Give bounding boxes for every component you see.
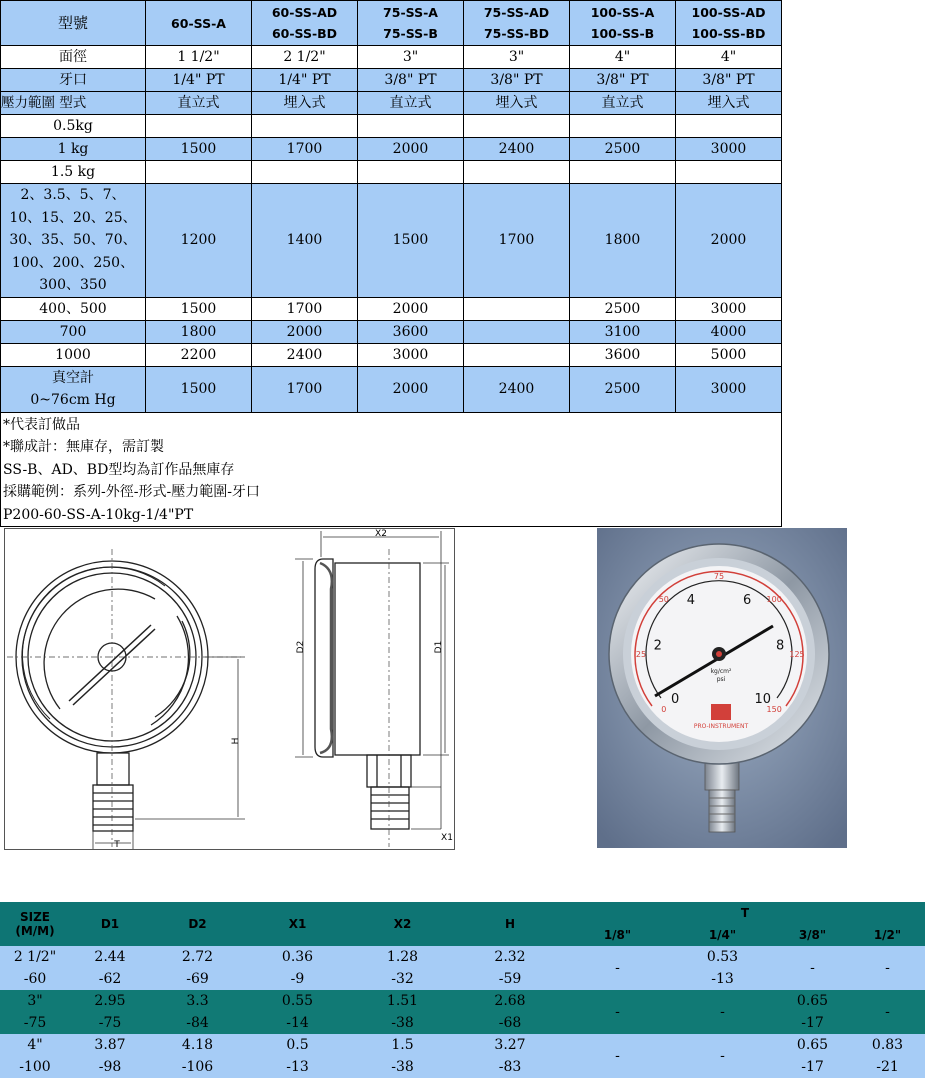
t-header: T — [565, 902, 925, 924]
spec-cell: 1700 — [252, 138, 358, 161]
h-cell: 2.32 — [455, 946, 565, 968]
dim-h-label: H — [231, 737, 241, 745]
t-cell: - — [670, 990, 775, 1034]
t-cell: -17 — [775, 1012, 850, 1034]
d2-cell: -69 — [150, 968, 245, 990]
spec-cell: 1500 — [146, 138, 252, 161]
h-cell: -59 — [455, 968, 565, 990]
spec-row — [1, 297, 782, 320]
spec-row-label: 牙口 — [1, 69, 146, 92]
spec-row-label: 1 kg — [1, 138, 146, 161]
d2-cell: -106 — [150, 1056, 245, 1078]
x1-header: X1 — [245, 902, 350, 946]
spec-cell: 2 1/2" — [252, 46, 358, 69]
cell-line: 10、15、20、25、 — [9, 209, 137, 226]
spec-cell: 2400 — [464, 138, 570, 161]
cell-line: SIZE — [19, 910, 50, 924]
cell-line: 100-SS-AD — [691, 5, 766, 20]
d2-cell: 2.72 — [150, 946, 245, 968]
spec-cell: 1/4" PT — [252, 69, 358, 92]
cell-line: 75-SS-A — [383, 5, 438, 20]
spec-cell — [570, 161, 676, 184]
cell-line: P200-60-SS-A-10kg-1/4"PT — [3, 506, 194, 523]
t-col-header: 3/8" — [775, 924, 850, 946]
spec-cell: 1500 — [358, 184, 464, 298]
t-cell: 0.83 — [850, 1034, 925, 1056]
spec-row-label — [1, 366, 146, 412]
inner-scale-label: 0 — [671, 691, 680, 707]
spec-row — [1, 161, 782, 184]
outer-scale-label: 75 — [713, 572, 725, 581]
t-cell: - — [775, 946, 850, 990]
t-cell: - — [670, 1034, 775, 1078]
model-header — [676, 1, 782, 46]
outer-scale-label: 0 — [661, 705, 667, 715]
spec-cell: 1/4" PT — [146, 69, 252, 92]
spec-cell: 1200 — [146, 184, 252, 298]
dims-row — [0, 1034, 925, 1056]
t-cell: -13 — [670, 968, 775, 990]
model-header — [358, 1, 464, 46]
spec-cell: 2000 — [676, 184, 782, 298]
d1-cell: 2.44 — [70, 946, 150, 968]
spec-cell: 3/8" PT — [464, 69, 570, 92]
model-header — [570, 1, 676, 46]
t-cell: 0.53 — [670, 946, 775, 968]
cell-line: 75-SS-BD — [483, 26, 550, 41]
d1-cell: -75 — [70, 1012, 150, 1034]
unit-top: kg/cm² — [710, 668, 732, 675]
spec-cell: 4" — [676, 46, 782, 69]
spec-cell: 1400 — [252, 184, 358, 298]
spec-cell: 3/8" PT — [676, 69, 782, 92]
t-cell: - — [565, 1034, 670, 1078]
dimension-table — [0, 902, 925, 1078]
cell-line: *代表訂做品 — [3, 416, 80, 433]
spec-cell: 1700 — [252, 297, 358, 320]
spec-cell: 1700 — [252, 366, 358, 412]
spec-row — [1, 69, 782, 92]
spec-row-label — [1, 184, 146, 298]
x1-cell: 0.55 — [245, 990, 350, 1012]
spec-cell: 1500 — [146, 297, 252, 320]
h-cell: 2.68 — [455, 990, 565, 1012]
spec-row-label: 700 — [1, 320, 146, 343]
x1-cell: -9 — [245, 968, 350, 990]
spec-cell: 埋入式 — [464, 92, 570, 115]
brand-text: PRO-INSTRUMENT — [693, 723, 749, 730]
spec-row — [1, 320, 782, 343]
spec-row-label: 壓力範圍 型式 — [1, 92, 146, 115]
spec-header-row — [1, 1, 782, 46]
dim-x2-label: X2 — [375, 529, 387, 539]
outer-scale-label: 50 — [658, 594, 669, 604]
dim-t-label: T — [114, 840, 120, 849]
d2-header: D2 — [150, 902, 245, 946]
cell-line: SS-B、AD、BD型均為訂作品無庫存 — [3, 461, 235, 478]
spec-cell: 直立式 — [570, 92, 676, 115]
spec-row-label: 1.5 kg — [1, 161, 146, 184]
spec-cell — [252, 161, 358, 184]
spec-row — [1, 115, 782, 138]
cell-line: 60-SS-A — [171, 15, 226, 31]
t-cell: -17 — [775, 1056, 850, 1078]
d1-cell: 2.95 — [70, 990, 150, 1012]
size-cell: 2 1/2" — [0, 946, 70, 968]
inner-scale-label: 10 — [754, 691, 772, 707]
d2-cell: 3.3 — [150, 990, 245, 1012]
cell-line: 100-SS-A — [590, 5, 655, 20]
d1-cell: -98 — [70, 1056, 150, 1078]
size-cell: -75 — [0, 1012, 70, 1034]
inner-scale-label: 6 — [742, 592, 752, 608]
cell-line: 100-SS-BD — [691, 26, 766, 41]
h-header: H — [455, 902, 565, 946]
outer-scale-label: 25 — [635, 650, 647, 659]
spec-cell — [676, 115, 782, 138]
spec-cell: 3000 — [676, 297, 782, 320]
dims-row — [0, 990, 925, 1012]
spec-cell — [570, 115, 676, 138]
x2-cell: 1.28 — [350, 946, 455, 968]
spec-cell: 3000 — [676, 366, 782, 412]
dim-d2-label: D2 — [296, 640, 306, 654]
size-cell: -100 — [0, 1056, 70, 1078]
spec-row — [1, 92, 782, 115]
brand-logo — [711, 704, 731, 720]
x2-cell: 1.51 — [350, 990, 455, 1012]
gauge-dimension-svg — [5, 529, 454, 849]
t-cell: 0.65 — [775, 1034, 850, 1056]
spec-cell: 3/8" PT — [570, 69, 676, 92]
spec-row — [1, 366, 782, 412]
x2-header: X2 — [350, 902, 455, 946]
notes-row — [1, 412, 782, 527]
spec-cell: 3000 — [676, 138, 782, 161]
spec-cell: 2500 — [570, 138, 676, 161]
cell-line: 60-SS-BD — [271, 26, 338, 41]
spec-row — [1, 343, 782, 366]
d1-cell: 3.87 — [70, 1034, 150, 1056]
spec-row-label: 0.5kg — [1, 115, 146, 138]
outer-scale-label: 150 — [766, 705, 782, 715]
x1-cell: -14 — [245, 1012, 350, 1034]
cell-line: 300、350 — [39, 277, 107, 293]
cell-line: 真空計 — [52, 369, 94, 386]
spec-cell: 5000 — [676, 343, 782, 366]
x2-cell: 1.5 — [350, 1034, 455, 1056]
cell-line: *聯成計：無庫存，需訂製 — [3, 439, 164, 455]
dimension-drawing — [4, 528, 455, 850]
model-label: 型號 — [1, 1, 146, 46]
size-header — [0, 902, 70, 946]
spec-cell — [464, 297, 570, 320]
dims-row — [0, 1056, 925, 1078]
spec-row — [1, 46, 782, 69]
t-cell: - — [850, 990, 925, 1034]
gauge-photo — [597, 528, 847, 848]
h-cell: -83 — [455, 1056, 565, 1078]
inner-scale-label: 4 — [686, 592, 696, 608]
t-cell: -21 — [850, 1056, 925, 1078]
t-cell: - — [850, 946, 925, 990]
cell-line: 0~76cm Hg — [30, 392, 116, 408]
t-cell: 0.65 — [775, 990, 850, 1012]
h-cell: 3.27 — [455, 1034, 565, 1056]
notes-cell — [1, 412, 782, 527]
spec-cell: 2200 — [146, 343, 252, 366]
spec-cell — [464, 343, 570, 366]
spec-cell: 埋入式 — [676, 92, 782, 115]
spec-cell — [464, 320, 570, 343]
size-cell: -60 — [0, 968, 70, 990]
spec-cell: 2000 — [358, 138, 464, 161]
spec-cell: 2400 — [464, 366, 570, 412]
spec-cell: 3" — [464, 46, 570, 69]
spec-cell: 2500 — [570, 366, 676, 412]
t-cell: - — [565, 990, 670, 1034]
h-cell: -68 — [455, 1012, 565, 1034]
spec-cell — [464, 115, 570, 138]
spec-cell: 1 1/2" — [146, 46, 252, 69]
spec-row-label: 400、500 — [1, 297, 146, 320]
spec-cell — [146, 161, 252, 184]
t-col-header: 1/4" — [670, 924, 775, 946]
spec-cell: 2500 — [570, 297, 676, 320]
spec-cell: 1700 — [464, 184, 570, 298]
t-col-header: 1/8" — [565, 924, 670, 946]
t-col-header: 1/2" — [850, 924, 925, 946]
dims-row — [0, 946, 925, 968]
outer-scale-label: 100 — [766, 594, 782, 604]
spec-row-label: 1000 — [1, 343, 146, 366]
spec-cell: 3/8" PT — [358, 69, 464, 92]
spec-cell: 直立式 — [146, 92, 252, 115]
spec-cell: 3100 — [570, 320, 676, 343]
inner-scale-label: 2 — [653, 638, 662, 654]
spec-cell: 4000 — [676, 320, 782, 343]
d2-cell: 4.18 — [150, 1034, 245, 1056]
spec-cell: 3600 — [358, 320, 464, 343]
cell-line: 60-SS-AD — [271, 5, 338, 20]
spec-cell: 1800 — [570, 184, 676, 298]
size-cell: 4" — [0, 1034, 70, 1056]
spec-cell: 3600 — [570, 343, 676, 366]
cell-line: 2、3.5、5、7、 — [20, 187, 126, 203]
model-header — [146, 1, 252, 46]
spec-cell — [676, 161, 782, 184]
cell-line: 100、200、250、 — [11, 254, 135, 271]
unit-bottom: psi — [716, 676, 726, 683]
spec-cell: 2400 — [252, 343, 358, 366]
spec-row — [1, 138, 782, 161]
d1-cell: -62 — [70, 968, 150, 990]
cell-line: 75-SS-B — [383, 26, 438, 41]
spec-cell: 埋入式 — [252, 92, 358, 115]
spec-cell: 2000 — [358, 297, 464, 320]
model-header — [464, 1, 570, 46]
spec-cell — [252, 115, 358, 138]
dim-x1-label: X1 — [441, 833, 453, 843]
spec-cell — [146, 115, 252, 138]
outer-scale-label: 125 — [789, 650, 805, 659]
spec-cell — [358, 115, 464, 138]
t-cell: - — [565, 946, 670, 990]
spec-cell: 2000 — [358, 366, 464, 412]
dims-row — [0, 1012, 925, 1034]
spec-cell: 1800 — [146, 320, 252, 343]
cell-line: 75-SS-AD — [483, 5, 550, 20]
model-header — [252, 1, 358, 46]
spec-row-label: 面徑 — [1, 46, 146, 69]
spec-cell: 直立式 — [358, 92, 464, 115]
dim-d1-label: D1 — [434, 640, 444, 654]
cell-line: 100-SS-B — [590, 26, 655, 41]
x2-cell: -38 — [350, 1056, 455, 1078]
spec-cell: 2000 — [252, 320, 358, 343]
inner-scale-label: 8 — [776, 638, 785, 654]
spec-cell — [464, 161, 570, 184]
spec-cell — [358, 161, 464, 184]
spec-cell: 3" — [358, 46, 464, 69]
spec-row — [1, 184, 782, 298]
x1-cell: -13 — [245, 1056, 350, 1078]
x2-cell: -38 — [350, 1012, 455, 1034]
spec-cell: 4" — [570, 46, 676, 69]
d2-cell: -84 — [150, 1012, 245, 1034]
dims-header-row — [0, 902, 925, 924]
spec-table — [0, 0, 782, 527]
d1-header: D1 — [70, 902, 150, 946]
spec-cell: 1500 — [146, 366, 252, 412]
cell-line: 30、35、50、70、 — [9, 232, 137, 248]
cell-line: 採購範例：系列-外徑-形式-壓力範圍-牙口 — [3, 484, 260, 500]
x1-cell: 0.5 — [245, 1034, 350, 1056]
cell-line: (M/M) — [15, 924, 55, 938]
size-cell: 3" — [0, 990, 70, 1012]
x1-cell: 0.36 — [245, 946, 350, 968]
x2-cell: -32 — [350, 968, 455, 990]
spec-cell: 3000 — [358, 343, 464, 366]
gauge-photo-svg — [597, 528, 847, 848]
